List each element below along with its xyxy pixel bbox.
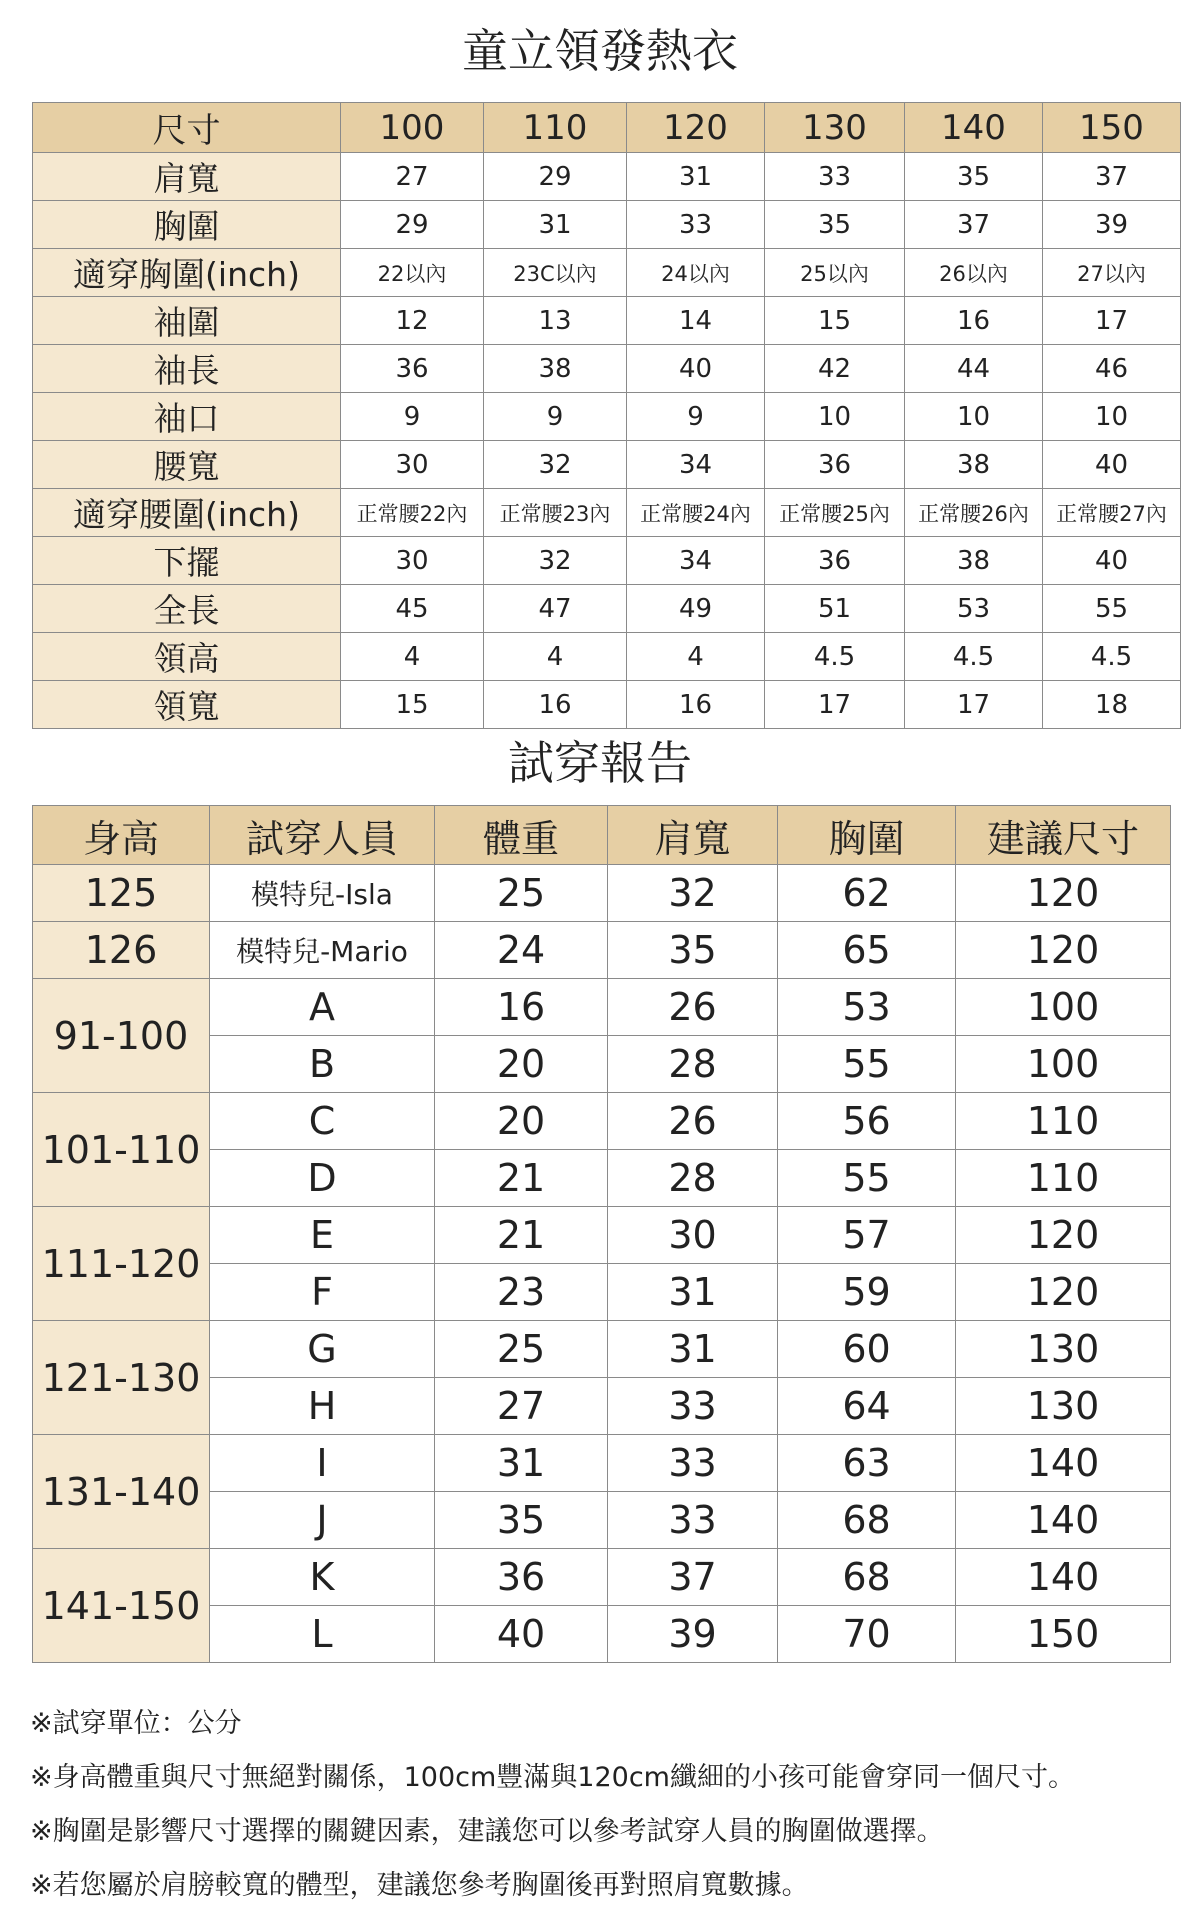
size-value-cell: 16 — [627, 681, 765, 729]
size-row-label: 腰寬 — [33, 441, 341, 489]
size-chart-row — [33, 249, 1181, 297]
fit-shoulder-cell: 33 — [608, 1492, 778, 1549]
fit-header-person: 試穿人員 — [210, 806, 435, 865]
fit-shoulder-cell: 37 — [608, 1549, 778, 1606]
size-value-cell: 47 — [484, 585, 627, 633]
size-value-cell: 42 — [765, 345, 905, 393]
size-value-cell: 正常腰24內 — [627, 489, 765, 537]
fit-chest-cell: 59 — [778, 1264, 956, 1321]
size-row-label: 全長 — [33, 585, 341, 633]
size-value-cell: 13 — [484, 297, 627, 345]
fit-tester-name: A — [210, 979, 435, 1036]
fit-shoulder-cell: 33 — [608, 1435, 778, 1492]
size-row-label: 領寬 — [33, 681, 341, 729]
size-chart-row — [33, 585, 1181, 633]
size-value-cell: 15 — [341, 681, 484, 729]
fit-model-name: 模特兒-Isla — [210, 865, 435, 922]
fit-weight-cell: 21 — [435, 1150, 608, 1207]
fit-shoulder-cell: 33 — [608, 1378, 778, 1435]
fit-shoulder-cell: 31 — [608, 1321, 778, 1378]
size-row-label: 袖長 — [33, 345, 341, 393]
size-value-cell: 51 — [765, 585, 905, 633]
fit-size-cell: 120 — [956, 922, 1171, 979]
size-value-cell: 正常腰27內 — [1043, 489, 1181, 537]
fit-chest-cell: 56 — [778, 1093, 956, 1150]
size-row-label: 領高 — [33, 633, 341, 681]
fit-report-table — [32, 805, 1171, 1663]
size-value-cell: 9 — [484, 393, 627, 441]
fit-weight-cell: 40 — [435, 1606, 608, 1663]
fit-shoulder-cell: 32 — [608, 865, 778, 922]
size-chart-row — [33, 681, 1181, 729]
fit-chest-cell: 64 — [778, 1378, 956, 1435]
size-value-cell: 4 — [627, 633, 765, 681]
size-chart-row — [33, 537, 1181, 585]
fit-size-cell: 110 — [956, 1150, 1171, 1207]
size-value-cell: 17 — [1043, 297, 1181, 345]
size-value-cell: 36 — [765, 537, 905, 585]
fit-weight-cell: 27 — [435, 1378, 608, 1435]
fit-header-weight: 體重 — [435, 806, 608, 865]
fit-tester-name: E — [210, 1207, 435, 1264]
size-value-cell: 37 — [905, 201, 1043, 249]
fit-chest-cell: 70 — [778, 1606, 956, 1663]
size-chart-header-row — [33, 103, 1181, 153]
size-value-cell: 33 — [627, 201, 765, 249]
fit-tester-name: K — [210, 1549, 435, 1606]
fit-weight-cell: 23 — [435, 1264, 608, 1321]
fit-tester-name: G — [210, 1321, 435, 1378]
fit-chest-cell: 53 — [778, 979, 956, 1036]
size-row-label: 袖圍 — [33, 297, 341, 345]
fit-size-cell: 120 — [956, 1264, 1171, 1321]
fit-weight-cell: 20 — [435, 1036, 608, 1093]
fit-shoulder-cell: 31 — [608, 1264, 778, 1321]
fit-tester-row — [33, 1093, 1171, 1150]
fit-tester-name: L — [210, 1606, 435, 1663]
size-value-cell: 34 — [627, 537, 765, 585]
fit-size-cell: 140 — [956, 1492, 1171, 1549]
fit-weight-cell: 25 — [435, 1321, 608, 1378]
size-value-cell: 38 — [905, 537, 1043, 585]
fit-tester-name: D — [210, 1150, 435, 1207]
size-value-cell: 27 — [341, 153, 484, 201]
size-chart-title: 童立領發熱衣 — [462, 24, 738, 78]
fit-shoulder-cell: 26 — [608, 979, 778, 1036]
size-chart-table — [32, 102, 1181, 729]
size-value-cell: 32 — [484, 441, 627, 489]
size-chart-row — [33, 489, 1181, 537]
size-value-cell: 4 — [484, 633, 627, 681]
size-value-cell: 34 — [627, 441, 765, 489]
size-value-cell: 33 — [765, 153, 905, 201]
size-value-cell: 9 — [341, 393, 484, 441]
size-header-col: 140 — [905, 103, 1043, 153]
fit-weight-cell: 16 — [435, 979, 608, 1036]
size-chart-row — [33, 297, 1181, 345]
fit-chest-cell: 62 — [778, 865, 956, 922]
size-value-cell: 45 — [341, 585, 484, 633]
size-value-cell: 10 — [905, 393, 1043, 441]
fit-chest-cell: 55 — [778, 1036, 956, 1093]
fit-header-chest: 胸圍 — [778, 806, 956, 865]
fit-height-range-cell: 101-110 — [33, 1093, 210, 1207]
fit-tester-row — [33, 1321, 1171, 1378]
size-value-cell: 4.5 — [905, 633, 1043, 681]
size-value-cell: 12 — [341, 297, 484, 345]
fit-tester-name: I — [210, 1435, 435, 1492]
size-header-label: 尺寸 — [33, 103, 341, 153]
fit-size-cell: 120 — [956, 1207, 1171, 1264]
note-chest: ※胸圍是影響尺寸選擇的關鍵因素，建議您可以參考試穿人員的胸圍做選擇。 — [30, 1816, 944, 1847]
size-value-cell: 39 — [1043, 201, 1181, 249]
size-value-cell: 38 — [484, 345, 627, 393]
size-header-col: 120 — [627, 103, 765, 153]
size-value-cell: 26以內 — [905, 249, 1043, 297]
fit-weight-cell: 24 — [435, 922, 608, 979]
fit-height-range-cell: 131-140 — [33, 1435, 210, 1549]
note-unit: ※試穿單位：公分 — [30, 1708, 242, 1739]
fit-report-header-row — [33, 806, 1171, 865]
size-value-cell: 24以內 — [627, 249, 765, 297]
size-value-cell: 14 — [627, 297, 765, 345]
size-value-cell: 29 — [484, 153, 627, 201]
size-value-cell: 44 — [905, 345, 1043, 393]
notes-section — [30, 1697, 1190, 1913]
fit-weight-cell: 25 — [435, 865, 608, 922]
fit-chest-cell: 57 — [778, 1207, 956, 1264]
fit-tester-row — [33, 1549, 1171, 1606]
size-row-label: 胸圍 — [33, 201, 341, 249]
size-value-cell: 38 — [905, 441, 1043, 489]
size-value-cell: 22以內 — [341, 249, 484, 297]
size-value-cell: 37 — [1043, 153, 1181, 201]
size-value-cell: 36 — [765, 441, 905, 489]
fit-tester-row — [33, 979, 1171, 1036]
size-row-label: 袖口 — [33, 393, 341, 441]
size-value-cell: 17 — [765, 681, 905, 729]
fit-size-cell: 140 — [956, 1549, 1171, 1606]
fit-model-name: 模特兒-Mario — [210, 922, 435, 979]
fit-shoulder-cell: 28 — [608, 1150, 778, 1207]
fit-chest-cell: 63 — [778, 1435, 956, 1492]
size-chart-row — [33, 201, 1181, 249]
note-shoulder: ※若您屬於肩膀較寬的體型，建議您參考胸圍後再對照肩寬數據。 — [30, 1870, 809, 1901]
fit-height-range-cell: 141-150 — [33, 1549, 210, 1663]
size-header-col: 110 — [484, 103, 627, 153]
note-height-weight: ※身高體重與尺寸無絕對關係，100cm豐滿與120cm纖細的小孩可能會穿同一個尺寸。 — [30, 1762, 1075, 1793]
fit-shoulder-cell: 39 — [608, 1606, 778, 1663]
size-value-cell: 36 — [341, 345, 484, 393]
size-value-cell: 32 — [484, 537, 627, 585]
size-value-cell: 10 — [1043, 393, 1181, 441]
size-header-col: 130 — [765, 103, 905, 153]
fit-shoulder-cell: 28 — [608, 1036, 778, 1093]
size-chart-row — [33, 393, 1181, 441]
fit-height-range-cell: 111-120 — [33, 1207, 210, 1321]
fit-chest-cell: 55 — [778, 1150, 956, 1207]
size-value-cell: 49 — [627, 585, 765, 633]
size-value-cell: 53 — [905, 585, 1043, 633]
size-value-cell: 4.5 — [765, 633, 905, 681]
fit-chest-cell: 65 — [778, 922, 956, 979]
size-value-cell: 40 — [1043, 537, 1181, 585]
size-value-cell: 25以內 — [765, 249, 905, 297]
fit-shoulder-cell: 30 — [608, 1207, 778, 1264]
fit-header-size: 建議尺寸 — [956, 806, 1171, 865]
fit-weight-cell: 35 — [435, 1492, 608, 1549]
fit-tester-name: H — [210, 1378, 435, 1435]
size-header-col: 100 — [341, 103, 484, 153]
size-row-label: 下擺 — [33, 537, 341, 585]
fit-size-cell: 100 — [956, 1036, 1171, 1093]
size-value-cell: 40 — [1043, 441, 1181, 489]
fit-header-height: 身高 — [33, 806, 210, 865]
fit-chest-cell: 60 — [778, 1321, 956, 1378]
size-value-cell: 17 — [905, 681, 1043, 729]
fit-size-cell: 130 — [956, 1378, 1171, 1435]
size-row-label: 適穿胸圍(inch) — [33, 249, 341, 297]
size-value-cell: 27以內 — [1043, 249, 1181, 297]
fit-size-cell: 130 — [956, 1321, 1171, 1378]
size-value-cell: 正常腰25內 — [765, 489, 905, 537]
size-value-cell: 9 — [627, 393, 765, 441]
size-value-cell: 正常腰23內 — [484, 489, 627, 537]
fit-tester-name: J — [210, 1492, 435, 1549]
size-chart-row — [33, 441, 1181, 489]
size-value-cell: 40 — [627, 345, 765, 393]
size-value-cell: 29 — [341, 201, 484, 249]
size-value-cell: 正常腰22內 — [341, 489, 484, 537]
fit-chest-cell: 68 — [778, 1492, 956, 1549]
size-chart-row — [33, 345, 1181, 393]
fit-size-cell: 120 — [956, 865, 1171, 922]
size-value-cell: 18 — [1043, 681, 1181, 729]
fit-height-cell: 126 — [33, 922, 210, 979]
fit-tester-name: F — [210, 1264, 435, 1321]
size-value-cell: 35 — [765, 201, 905, 249]
fit-model-row — [33, 922, 1171, 979]
fit-height-cell: 125 — [33, 865, 210, 922]
fit-weight-cell: 31 — [435, 1435, 608, 1492]
size-value-cell: 46 — [1043, 345, 1181, 393]
fit-weight-cell: 21 — [435, 1207, 608, 1264]
size-value-cell: 30 — [341, 441, 484, 489]
fit-size-cell: 140 — [956, 1435, 1171, 1492]
fit-chest-cell: 68 — [778, 1549, 956, 1606]
size-chart-row — [33, 153, 1181, 201]
fit-height-range-cell: 91-100 — [33, 979, 210, 1093]
fit-size-cell: 150 — [956, 1606, 1171, 1663]
size-value-cell: 31 — [627, 153, 765, 201]
size-value-cell: 10 — [765, 393, 905, 441]
size-header-col: 150 — [1043, 103, 1181, 153]
size-value-cell: 23C以內 — [484, 249, 627, 297]
size-value-cell: 15 — [765, 297, 905, 345]
size-row-label: 適穿腰圍(inch) — [33, 489, 341, 537]
fit-tester-name: C — [210, 1093, 435, 1150]
size-value-cell: 30 — [341, 537, 484, 585]
size-value-cell: 4 — [341, 633, 484, 681]
size-value-cell: 16 — [905, 297, 1043, 345]
fit-tester-row — [33, 1207, 1171, 1264]
fit-report-title: 試穿報告 — [508, 736, 692, 790]
size-chart-row — [33, 633, 1181, 681]
fit-header-shoulder: 肩寬 — [608, 806, 778, 865]
size-value-cell: 55 — [1043, 585, 1181, 633]
size-value-cell: 31 — [484, 201, 627, 249]
fit-weight-cell: 36 — [435, 1549, 608, 1606]
size-value-cell: 35 — [905, 153, 1043, 201]
fit-model-row — [33, 865, 1171, 922]
fit-size-cell: 100 — [956, 979, 1171, 1036]
fit-shoulder-cell: 26 — [608, 1093, 778, 1150]
fit-size-cell: 110 — [956, 1093, 1171, 1150]
size-row-label: 肩寬 — [33, 153, 341, 201]
fit-tester-name: B — [210, 1036, 435, 1093]
size-value-cell: 4.5 — [1043, 633, 1181, 681]
size-value-cell: 正常腰26內 — [905, 489, 1043, 537]
fit-height-range-cell: 121-130 — [33, 1321, 210, 1435]
size-value-cell: 16 — [484, 681, 627, 729]
fit-weight-cell: 20 — [435, 1093, 608, 1150]
fit-shoulder-cell: 35 — [608, 922, 778, 979]
fit-tester-row — [33, 1435, 1171, 1492]
